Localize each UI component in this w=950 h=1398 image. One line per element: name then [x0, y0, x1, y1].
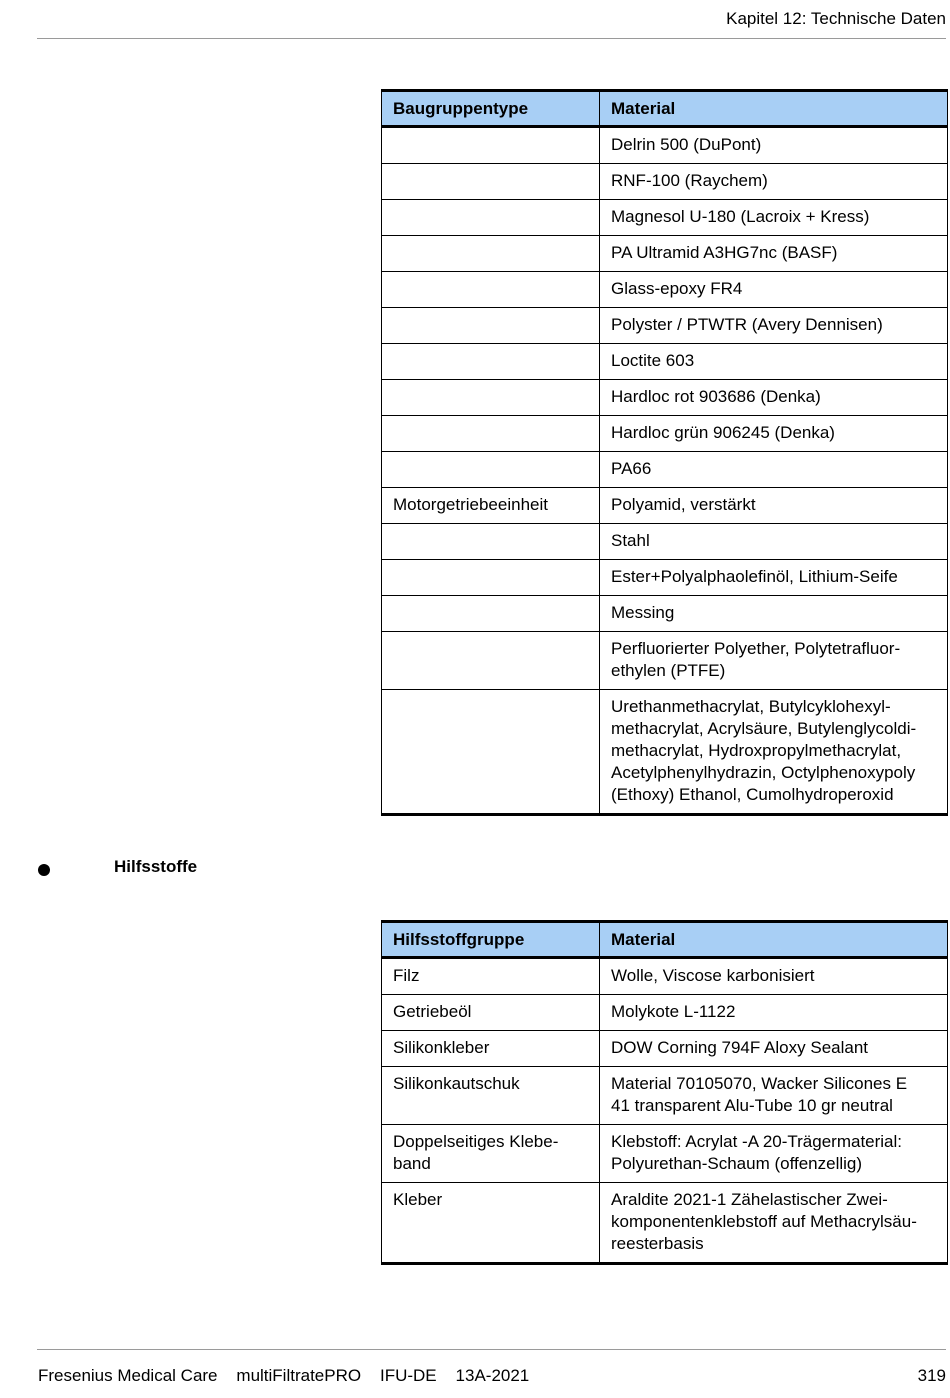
column-header-assembly-type: Baugruppentype: [382, 91, 600, 127]
table-cell-material: Hardloc grün 906245 (Denka): [600, 416, 948, 452]
table-row: [382, 596, 948, 632]
table-row: [382, 488, 948, 524]
table-cell-group: Filz: [382, 958, 600, 995]
column-header-material: Material: [600, 922, 948, 958]
table-cell-group: Doppelseitiges Klebe- band: [382, 1125, 600, 1183]
footer-document-info: Fresenius Medical Care multiFiltratePRO IFU-DE 13A-2021: [38, 1366, 530, 1385]
table-row: [382, 690, 948, 815]
table-cell-group: [382, 127, 600, 164]
section-heading-auxiliaries: Hilfsstoffe: [114, 857, 198, 876]
table-header-row: [382, 922, 948, 958]
table-cell-group: [382, 236, 600, 272]
page-header-title: Kapitel 12: Technische Daten: [726, 9, 946, 28]
table-row: [382, 958, 948, 995]
table-cell-group: Motorgetriebeeinheit: [382, 488, 600, 524]
table-cell-group: [382, 200, 600, 236]
table-cell-group: [382, 632, 600, 690]
table-cell-material: Messing: [600, 596, 948, 632]
page-number: 319: [917, 1366, 946, 1385]
table-cell-material: Polyster / PTWTR (Avery Dennisen): [600, 308, 948, 344]
table-cell-group: [382, 452, 600, 488]
table-cell-material: Magnesol U-180 (Lacroix + Kress): [600, 200, 948, 236]
table-cell-material: Ester+Polyalphaolefinöl, Lithium-Seife: [600, 560, 948, 596]
table-row: [382, 1125, 948, 1183]
table-row: [382, 1067, 948, 1125]
table-cell-group: Kleber: [382, 1183, 600, 1264]
table-cell-material: Loctite 603: [600, 344, 948, 380]
table-cell-material: Molykote L-1122: [600, 995, 948, 1031]
table-row: [382, 127, 948, 164]
footer-divider: [37, 1349, 946, 1350]
table-row: [382, 272, 948, 308]
table-row: [382, 524, 948, 560]
table-cell-group: [382, 560, 600, 596]
table-cell-group: Silikonkautschuk: [382, 1067, 600, 1125]
table-cell-material: Delrin 500 (DuPont): [600, 127, 948, 164]
table-row: [382, 164, 948, 200]
table-row: [382, 236, 948, 272]
table-cell-group: [382, 272, 600, 308]
table-cell-group: [382, 690, 600, 815]
table-row: [382, 416, 948, 452]
table-cell-material: Glass-epoxy FR4: [600, 272, 948, 308]
auxiliary-material-table: [381, 920, 948, 1265]
table-cell-material: Perfluorierter Polyether, Polytetrafluor- ethylen (PTFE): [600, 632, 948, 690]
column-header-material: Material: [600, 91, 948, 127]
table-header-row: [382, 91, 948, 127]
table-cell-material: Urethanmethacrylat, Butylcyklohexyl- methacrylat, Acrylsäure, Butylenglycoldi- methacrylat, Hydroxpropylmethacrylat, Acetylphenylhydrazin, Octylphenoxypoly (Ethoxy) Ethanol, Cumolhydroperoxid: [600, 690, 948, 815]
table-cell-material: DOW Corning 794F Aloxy Sealant: [600, 1031, 948, 1067]
table-row: [382, 560, 948, 596]
table-cell-group: Silikonkleber: [382, 1031, 600, 1067]
table-cell-group: Getriebeöl: [382, 995, 600, 1031]
table-row: [382, 344, 948, 380]
table-row: [382, 380, 948, 416]
table-cell-material: Wolle, Viscose karbonisiert: [600, 958, 948, 995]
table-row: [382, 632, 948, 690]
table-cell-material: Material 70105070, Wacker Silicones E 41 transparent Alu-Tube 10 gr neutral: [600, 1067, 948, 1125]
column-header-auxiliary-group: Hilfsstoffgruppe: [382, 922, 600, 958]
table-cell-material: RNF-100 (Raychem): [600, 164, 948, 200]
table-cell-group: [382, 380, 600, 416]
table-row: [382, 1183, 948, 1264]
header-divider: [37, 38, 946, 39]
bullet-icon: [38, 864, 50, 876]
table-row: [382, 452, 948, 488]
table-cell-material: Hardloc rot 903686 (Denka): [600, 380, 948, 416]
table-row: [382, 1031, 948, 1067]
table-row: [382, 200, 948, 236]
table-row: [382, 995, 948, 1031]
table-cell-material: Klebstoff: Acrylat -A 20-Trägermaterial: Polyurethan-Schaum (offenzellig): [600, 1125, 948, 1183]
table-cell-material: PA Ultramid A3HG7nc (BASF): [600, 236, 948, 272]
table-cell-group: [382, 308, 600, 344]
table-cell-material: PA66: [600, 452, 948, 488]
table-cell-material: Polyamid, verstärkt: [600, 488, 948, 524]
table-cell-group: [382, 164, 600, 200]
assembly-material-table: [381, 89, 948, 816]
table-row: [382, 308, 948, 344]
table-cell-group: [382, 596, 600, 632]
table-cell-group: [382, 524, 600, 560]
table-cell-group: [382, 416, 600, 452]
table-cell-material: Stahl: [600, 524, 948, 560]
table-cell-group: [382, 344, 600, 380]
table-cell-material: Araldite 2021-1 Zähelastischer Zwei- komponentenklebstoff auf Methacrylsäu- reesterbasis: [600, 1183, 948, 1264]
